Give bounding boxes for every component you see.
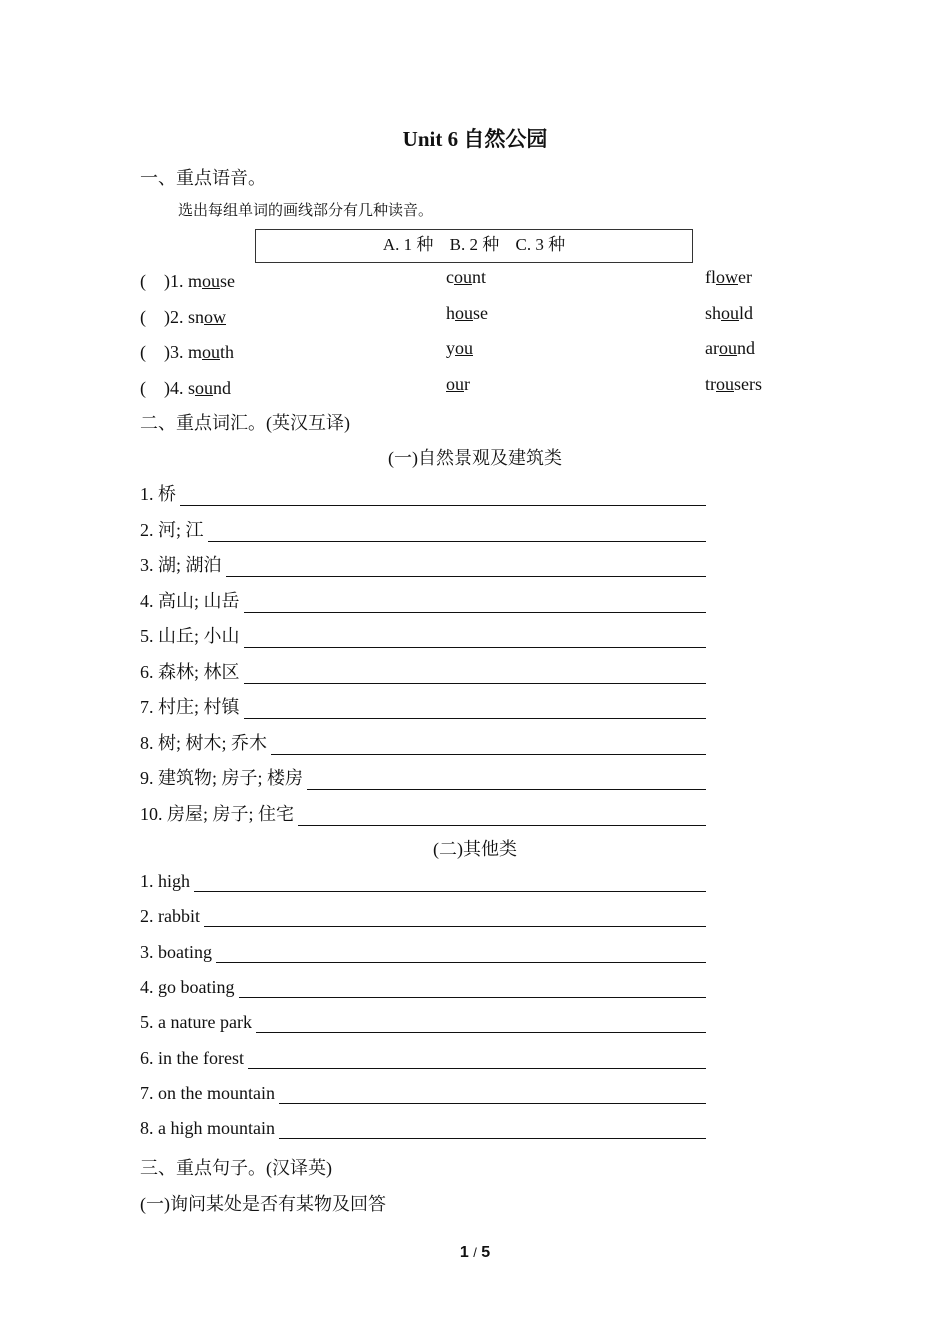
- underlined-letters: ou: [455, 338, 473, 358]
- answer-blank[interactable]: [194, 875, 706, 892]
- phrase-item-label: 8. a high mountain: [140, 1118, 275, 1139]
- phrase-item-row: [140, 871, 706, 892]
- vocab-item-label: 2. 河; 江: [140, 519, 204, 540]
- word-part: m: [188, 271, 203, 291]
- phrase-item-row: [140, 977, 706, 998]
- word-part: nd: [736, 338, 755, 358]
- question-1-word2: [446, 267, 486, 288]
- word-part: ld: [739, 303, 754, 323]
- section2-sub2-heading: (二)其他类: [433, 839, 517, 859]
- question-1-word3: [705, 267, 752, 288]
- vocab-item-label: 10. 房屋; 房子; 住宅: [140, 803, 295, 824]
- word-part: c: [446, 267, 454, 287]
- word-part: y: [446, 338, 455, 358]
- phrase-item-row: [140, 942, 706, 963]
- phrase-item-row: [140, 1118, 706, 1139]
- vocab-item-label: 6. 森林; 林区: [140, 661, 240, 682]
- vocab-item-row: [140, 622, 706, 648]
- answer-blank[interactable]: [180, 489, 706, 506]
- underlined-letters: ou: [454, 267, 472, 287]
- option-c: C. 3 种: [515, 235, 566, 254]
- underlined-letters: ou: [718, 338, 737, 358]
- vocab-item-label: 8. 树; 树木; 乔木: [140, 732, 268, 753]
- phrase-item-label: 6. in the forest: [140, 1047, 244, 1068]
- word-part: th: [220, 342, 235, 362]
- question-3-word1: [140, 338, 234, 364]
- question-2-word2: [446, 303, 488, 324]
- underlined-letters: ou: [195, 378, 214, 398]
- vocab-item-label: 3. 湖; 湖泊: [140, 555, 222, 575]
- question-prefix: ( )4.: [140, 378, 188, 398]
- word-part: h: [446, 303, 455, 323]
- page-title: Unit 6 自然公园: [402, 127, 548, 151]
- phrase-item-row: [140, 906, 706, 927]
- underlined-letters: ou: [721, 303, 740, 323]
- underlined-letters: ow: [204, 307, 227, 327]
- vocab-item-row: [140, 729, 706, 755]
- option-b: B. 2 种: [449, 235, 500, 254]
- answer-blank[interactable]: [216, 946, 706, 963]
- vocab-item-row: [140, 587, 706, 613]
- vocab-item-row: [140, 551, 706, 577]
- question-2-word1: [140, 303, 226, 329]
- answer-blank[interactable]: [239, 981, 707, 998]
- answer-blank[interactable]: [208, 525, 706, 542]
- answer-blank[interactable]: [256, 1016, 706, 1033]
- section2-sub1-heading: (一)自然景观及建筑类: [388, 448, 562, 468]
- option-a: A. 1 种: [382, 235, 434, 254]
- phrase-item-row: [140, 1083, 706, 1104]
- vocab-item-row: [140, 516, 706, 542]
- question-prefix: ( )3.: [140, 342, 188, 362]
- answer-blank[interactable]: [279, 1122, 706, 1139]
- page-separator: /: [473, 1245, 477, 1260]
- answer-blank[interactable]: [204, 910, 706, 927]
- vocab-item-row: [140, 800, 706, 826]
- answer-blank[interactable]: [226, 560, 706, 577]
- word-part: sn: [188, 307, 205, 327]
- question-2-word3: [705, 303, 753, 324]
- question-prefix: ( )1.: [140, 271, 188, 291]
- phrase-item-row: [140, 1012, 706, 1033]
- underlined-letters: ou: [202, 271, 221, 291]
- answer-blank[interactable]: [307, 773, 706, 790]
- phrase-item-label: 5. a nature park: [140, 1012, 252, 1033]
- underlined-letters: ou: [716, 374, 734, 394]
- question-4-word3: [705, 374, 762, 395]
- word-part: sers: [734, 374, 762, 394]
- section3-sub1-heading: (一)询问某处是否有某物及回答: [140, 1194, 386, 1214]
- vocab-item-row: [140, 764, 706, 790]
- question-4-word1: [140, 374, 231, 400]
- phrase-item-row: [140, 1048, 706, 1069]
- section2-heading: 二、重点词汇。(英汉互译): [140, 413, 350, 433]
- answer-blank[interactable]: [244, 667, 706, 684]
- word-part: fl: [705, 267, 716, 287]
- vocab-item-row: [140, 693, 706, 719]
- section1-heading: 一、重点语音。: [140, 168, 266, 188]
- question-1-word1: [140, 267, 235, 293]
- word-part: s: [188, 378, 196, 398]
- word-part: m: [188, 342, 203, 362]
- question-3-word3: [705, 338, 755, 359]
- answer-blank[interactable]: [244, 702, 706, 719]
- options-box: [255, 229, 693, 263]
- answer-blank[interactable]: [244, 631, 706, 648]
- question-4-word2: [446, 374, 470, 395]
- underlined-letters: ou: [446, 374, 464, 394]
- question-3-word2: [446, 338, 473, 359]
- word-part: se: [220, 271, 236, 291]
- underlined-letters: ou: [202, 342, 221, 362]
- word-part: sh: [705, 303, 722, 323]
- word-part: er: [738, 267, 752, 287]
- section1-instruction: 选出每组单词的画线部分有几种读音。: [178, 203, 434, 219]
- vocab-item-label: 5. 山丘; 小山: [140, 626, 240, 646]
- page-total: 5: [481, 1244, 491, 1261]
- phrase-item-label: 2. rabbit: [140, 906, 200, 927]
- phrase-item-label: 7. on the mountain: [140, 1082, 275, 1103]
- answer-blank[interactable]: [248, 1052, 706, 1069]
- word-part: se: [473, 303, 488, 323]
- underlined-letters: ou: [455, 303, 473, 323]
- answer-blank[interactable]: [271, 738, 706, 755]
- word-part: nt: [472, 267, 487, 287]
- word-part: nd: [213, 378, 232, 398]
- underlined-letters: ow: [716, 267, 738, 287]
- phrase-item-label: 1. high: [140, 871, 191, 891]
- word-part: ar: [705, 338, 719, 358]
- answer-blank[interactable]: [244, 596, 706, 613]
- phrase-item-label: 4. go boating: [140, 976, 235, 997]
- section3-heading: 三、重点句子。(汉译英): [140, 1158, 332, 1178]
- answer-blank[interactable]: [298, 809, 706, 826]
- vocab-item-label: 4. 高山; 山岳: [140, 590, 240, 611]
- word-part: tr: [705, 374, 716, 394]
- question-prefix: ( )2.: [140, 307, 188, 327]
- vocab-item-label: 1. 桥: [140, 484, 176, 504]
- page-current: 1: [459, 1244, 469, 1261]
- vocab-item-row: [140, 658, 706, 684]
- phrase-item-label: 3. boating: [140, 941, 212, 962]
- page-number: [0, 1244, 950, 1262]
- vocab-item-row: [140, 480, 706, 506]
- answer-blank[interactable]: [279, 1087, 706, 1104]
- vocab-item-label: 9. 建筑物; 房子; 楼房: [140, 768, 304, 788]
- vocab-item-label: 7. 村庄; 村镇: [140, 697, 240, 717]
- word-part: r: [464, 374, 470, 394]
